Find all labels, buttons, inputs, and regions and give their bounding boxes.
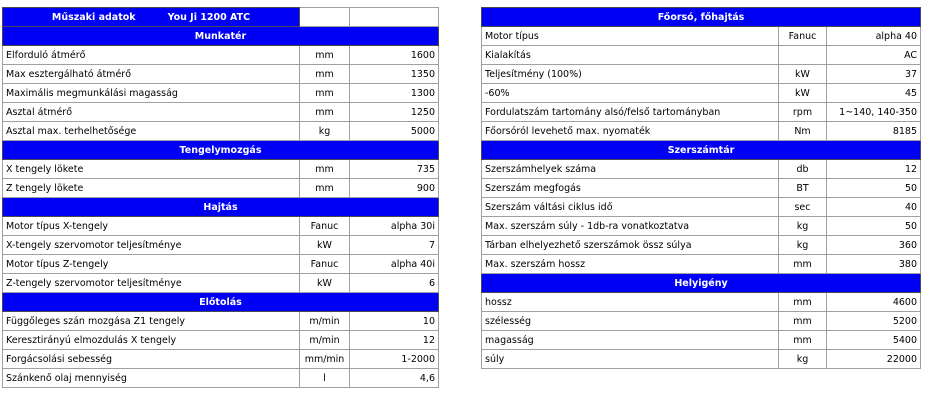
section-title: Szerszámtár xyxy=(482,141,921,160)
spec-value: 12 xyxy=(827,160,921,179)
spec-value: AC xyxy=(827,46,921,65)
spec-label: szélesség xyxy=(482,312,779,331)
table-row xyxy=(3,255,439,274)
spec-unit: BT xyxy=(779,179,827,198)
section-header xyxy=(3,293,439,312)
spec-unit: mm xyxy=(300,84,350,103)
section-title: Hajtás xyxy=(3,198,439,217)
spec-label: Asztal max. terhelhetősége xyxy=(3,122,300,141)
machine-model: You Ji 1200 ATC xyxy=(167,11,251,23)
spec-unit: mm/min xyxy=(300,350,350,369)
spec-label: Z tengely lökete xyxy=(3,179,300,198)
spec-unit: mm xyxy=(779,255,827,274)
spec-label: Keresztirányú elmozdulás X tengely xyxy=(3,331,300,350)
spec-label: Szerszám váltási ciklus idő xyxy=(482,198,779,217)
table-row xyxy=(3,312,439,331)
spec-value: alpha 30i xyxy=(350,217,439,236)
spec-label: Szerszám megfogás xyxy=(482,179,779,198)
specs-table-left xyxy=(2,7,439,388)
spec-value: 1250 xyxy=(350,103,439,122)
table-row xyxy=(482,65,921,84)
table-row xyxy=(3,274,439,293)
empty-cell xyxy=(300,8,350,27)
table-row xyxy=(482,122,921,141)
table-row xyxy=(3,217,439,236)
table-row xyxy=(3,331,439,350)
spec-value: 900 xyxy=(350,179,439,198)
spec-label: Tárban elhelyezhető szerszámok össz súlya xyxy=(482,236,779,255)
spec-value: 4600 xyxy=(827,293,921,312)
table-row xyxy=(482,46,921,65)
spec-unit: kW xyxy=(779,84,827,103)
table-row xyxy=(3,103,439,122)
table-title: Műszaki adatok xyxy=(51,11,136,23)
table-row xyxy=(3,236,439,255)
spec-unit: Fanuc xyxy=(779,27,827,46)
spec-unit: mm xyxy=(779,293,827,312)
spec-unit: mm xyxy=(300,46,350,65)
spec-value: 1350 xyxy=(350,65,439,84)
table-row xyxy=(3,84,439,103)
spec-label: Teljesítmény (100%) xyxy=(482,65,779,84)
title-row xyxy=(3,8,439,27)
spec-unit: m/min xyxy=(300,331,350,350)
table-row xyxy=(482,312,921,331)
table-row xyxy=(3,160,439,179)
table-row xyxy=(482,236,921,255)
spec-unit: mm xyxy=(300,160,350,179)
spec-unit: kg xyxy=(779,350,827,369)
table-row xyxy=(3,350,439,369)
spec-value: 37 xyxy=(827,65,921,84)
spec-value: 360 xyxy=(827,236,921,255)
table-row xyxy=(3,179,439,198)
spec-value: 1300 xyxy=(350,84,439,103)
spec-label: Asztal átmérő xyxy=(3,103,300,122)
spec-label: Max. szerszám súly - 1db-ra vonatkoztatva xyxy=(482,217,779,236)
spec-unit: Nm xyxy=(779,122,827,141)
spec-unit: rpm xyxy=(779,103,827,122)
table-row xyxy=(482,179,921,198)
spec-value: 4,6 xyxy=(350,369,439,388)
table-row xyxy=(482,198,921,217)
spec-value: 735 xyxy=(350,160,439,179)
spec-value: 5000 xyxy=(350,122,439,141)
spec-value: 8185 xyxy=(827,122,921,141)
spec-unit: mm xyxy=(300,103,350,122)
spec-value: 10 xyxy=(350,312,439,331)
spec-label: X-tengely szervomotor teljesítménye xyxy=(3,236,300,255)
spec-label: Szerszámhelyek száma xyxy=(482,160,779,179)
section-header xyxy=(3,198,439,217)
spec-unit: kW xyxy=(300,274,350,293)
spec-label: magasság xyxy=(482,331,779,350)
section-title: Munkatér xyxy=(3,27,439,46)
spec-label: -60% xyxy=(482,84,779,103)
spec-unit: kg xyxy=(779,217,827,236)
spec-value: 1~140, 140-350 xyxy=(827,103,921,122)
spec-value: 50 xyxy=(827,217,921,236)
table-row xyxy=(3,65,439,84)
section-title: Előtolás xyxy=(3,293,439,312)
spec-label: súly xyxy=(482,350,779,369)
table-row xyxy=(482,350,921,369)
section-header xyxy=(3,141,439,160)
table-row xyxy=(482,293,921,312)
section-title: Főorsó, főhajtás xyxy=(482,8,921,27)
spec-label: Főorsóról levehető max. nyomaték xyxy=(482,122,779,141)
table-row xyxy=(482,217,921,236)
table-row xyxy=(482,255,921,274)
spec-unit: m/min xyxy=(300,312,350,331)
spec-value: 5200 xyxy=(827,312,921,331)
spec-unit: mm xyxy=(779,331,827,350)
spec-unit: l xyxy=(300,369,350,388)
title-cell xyxy=(3,8,300,27)
spec-unit: kW xyxy=(300,236,350,255)
section-title: Helyigény xyxy=(482,274,921,293)
spec-label: Forgácsolási sebesség xyxy=(3,350,300,369)
spec-unit: db xyxy=(779,160,827,179)
spec-value: alpha 40i xyxy=(350,255,439,274)
spec-unit: mm xyxy=(300,65,350,84)
section-title: Tengelymozgás xyxy=(3,141,439,160)
section-header xyxy=(482,8,921,27)
spec-label: Függőleges szán mozgása Z1 tengely xyxy=(3,312,300,331)
table-row xyxy=(482,103,921,122)
spec-unit: Fanuc xyxy=(300,255,350,274)
spec-label: Max esztergálható átmérő xyxy=(3,65,300,84)
spec-unit: kg xyxy=(779,236,827,255)
table-row xyxy=(482,160,921,179)
spec-label: Max. szerszám hossz xyxy=(482,255,779,274)
spec-unit: Fanuc xyxy=(300,217,350,236)
spec-value: 1600 xyxy=(350,46,439,65)
table-row xyxy=(3,122,439,141)
spec-unit: sec xyxy=(779,198,827,217)
specs-table-right xyxy=(481,7,921,369)
spec-unit xyxy=(779,46,827,65)
spec-label: Motor típus Z-tengely xyxy=(3,255,300,274)
spec-value: 22000 xyxy=(827,350,921,369)
section-header xyxy=(482,141,921,160)
spec-label: hossz xyxy=(482,293,779,312)
spec-value: 380 xyxy=(827,255,921,274)
spec-unit: kW xyxy=(779,65,827,84)
spec-label: Motor típus X-tengely xyxy=(3,217,300,236)
spec-unit: kg xyxy=(300,122,350,141)
table-row xyxy=(482,27,921,46)
spec-value: 5400 xyxy=(827,331,921,350)
spec-unit: mm xyxy=(779,312,827,331)
spec-label: Motor típus xyxy=(482,27,779,46)
table-row xyxy=(3,46,439,65)
spec-label: Kialakítás xyxy=(482,46,779,65)
spec-label: Szánkenő olaj mennyiség xyxy=(3,369,300,388)
table-row xyxy=(3,369,439,388)
spec-value: 45 xyxy=(827,84,921,103)
spec-label: Maximális megmunkálási magasság xyxy=(3,84,300,103)
spec-label: Elforduló átmérő xyxy=(3,46,300,65)
spec-value: alpha 40 xyxy=(827,27,921,46)
spec-value: 6 xyxy=(350,274,439,293)
spec-label: Z-tengely szervomotor teljesítménye xyxy=(3,274,300,293)
spec-value: 1-2000 xyxy=(350,350,439,369)
section-header xyxy=(482,274,921,293)
spec-value: 12 xyxy=(350,331,439,350)
spec-label: Fordulatszám tartomány alsó/felső tartományban xyxy=(482,103,779,122)
spec-value: 50 xyxy=(827,179,921,198)
spec-value: 40 xyxy=(827,198,921,217)
spec-value: 7 xyxy=(350,236,439,255)
spec-label: X tengely lökete xyxy=(3,160,300,179)
empty-cell xyxy=(350,8,439,27)
section-header xyxy=(3,27,439,46)
table-row xyxy=(482,331,921,350)
spec-unit: mm xyxy=(300,179,350,198)
table-row xyxy=(482,84,921,103)
